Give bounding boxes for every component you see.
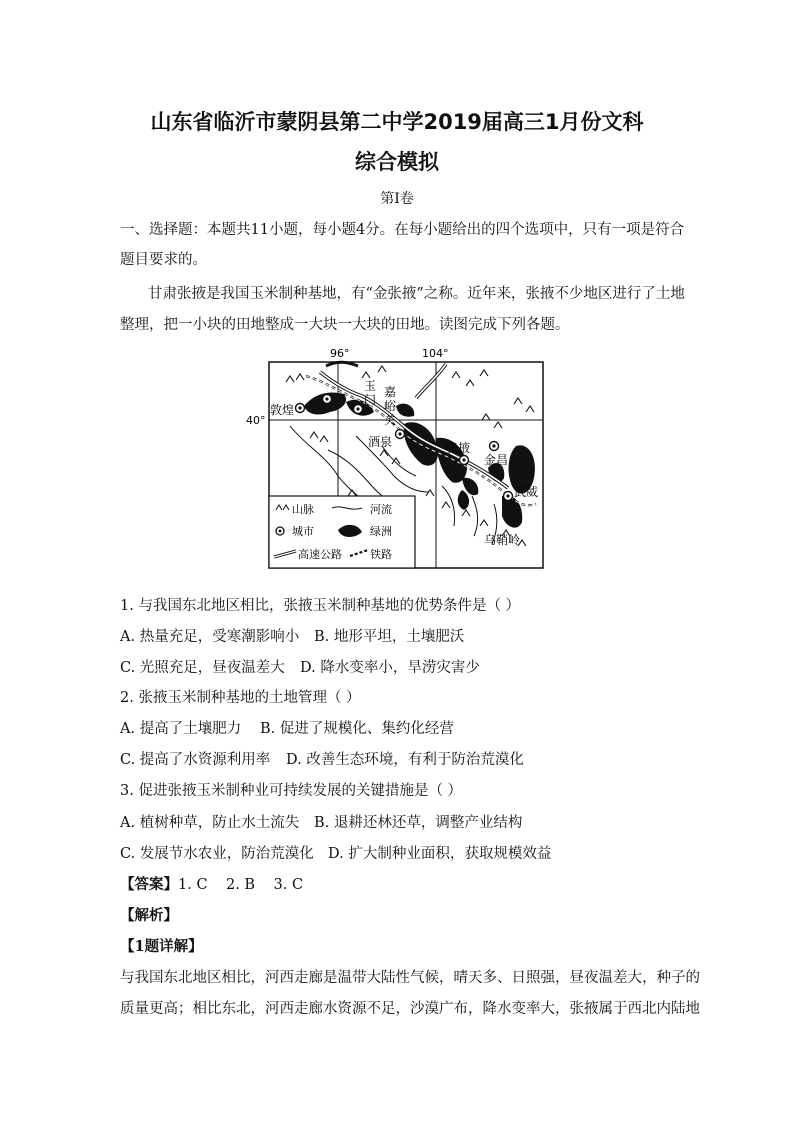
city-label-wuwei: 武威 — [514, 485, 539, 499]
jiayuguan-char-2: 峪 — [384, 399, 397, 413]
yumen-char-2: 门 — [364, 393, 377, 407]
legend-city-label: 城市 — [292, 525, 314, 538]
question-3-option-b[interactable]: B. 退耕还林还草，调整产业结构 — [314, 815, 523, 831]
jiayuguan-char-1: 嘉 — [384, 385, 397, 399]
jiayuguan-char-3: 关 — [384, 413, 397, 427]
question-1-option-b[interactable]: B. 地形平坦，土壤肥沃 — [314, 629, 465, 645]
volume-label: 第Ⅰ卷 — [380, 191, 414, 207]
answer-line — [120, 873, 303, 894]
legend-railway-label: 铁路 — [370, 548, 392, 561]
instructions-line-2: 题目要求的。 — [120, 252, 207, 268]
question-3-option-c[interactable]: C. 发展节水农业，防治荒漠化 — [120, 846, 314, 862]
question-3-stem: 3. 促进张掖玉米制种业可持续发展的关键措施是（ ） — [120, 783, 463, 799]
detail-line-1: 与我国东北地区相比，河西走廊是温带大陆性气候，晴天多、日照强，昼夜温差大，种子的 — [120, 970, 700, 986]
question-2-options-row-1 — [120, 717, 454, 738]
question-1-options-row-1 — [120, 625, 464, 646]
question-3-options-row-2 — [120, 842, 551, 863]
passage-line-1: 甘肃张掖是我国玉米制种基地，有“金张掖”之称。近年来，张掖不少地区进行了土地 — [148, 286, 685, 302]
answer-label: 【答案】 — [120, 876, 178, 893]
passage-line-2: 整理，把一小块的田地整成一大块一大块的田地。读图完成下列各题。 — [120, 317, 570, 333]
legend-highway-label: 高速公路 — [298, 548, 342, 561]
question-3-option-a[interactable]: A. 植树种草，防止水土流失 — [120, 815, 300, 831]
question-1-option-a[interactable]: A. 热量充足，受寒潮影响小 — [120, 629, 300, 645]
analysis-label: 【解析】 — [120, 907, 178, 924]
yumen-char-1: 玉 — [364, 379, 377, 393]
question-3-options-row-1 — [120, 811, 522, 832]
lon-label-104: 104° — [422, 347, 449, 360]
question-2-option-c[interactable]: C. 提高了水资源利用率 — [120, 752, 271, 768]
question-2-option-b[interactable]: B. 促进了规模化、集约化经营 — [260, 721, 454, 737]
city-label-dunhuang: 敦煌 — [270, 403, 295, 417]
city-label-jiuquan: 酒泉 — [368, 435, 393, 449]
legend-oasis-label: 绿洲 — [370, 525, 392, 538]
city-label-jiayuguan — [384, 384, 397, 427]
answer-text: 1. C 2. B 3. C — [178, 877, 304, 893]
question-1-options-row-2 — [120, 656, 480, 677]
question-2-option-a[interactable]: A. 提高了土壤肥力 — [120, 721, 242, 737]
question-1-stem: 1. 与我国东北地区相比，张掖玉米制种基地的优势条件是（ ） — [120, 598, 521, 614]
question-2-options-row-2 — [120, 748, 524, 769]
instructions-line-1: 一、选择题：本题共11小题，每小题4分。在每小题给出的四个选项中，只有一项是符合 — [120, 222, 685, 238]
hexi-corridor-map — [246, 346, 546, 570]
lon-label-96: 96° — [330, 347, 350, 360]
detail-label: 【1题详解】 — [120, 938, 203, 955]
city-label-zhangye: 张掖 — [446, 441, 471, 455]
mountain-label-wuqiaoling: 乌鞘岭 — [484, 533, 521, 547]
question-3-option-d[interactable]: D. 扩大制种业面积，获取规模效益 — [328, 846, 552, 862]
question-1-option-d[interactable]: D. 降水变率小，旱涝灾害少 — [300, 660, 480, 676]
city-label-jinchang: 金昌 — [484, 453, 509, 467]
detail-line-2: 质量更高；相比东北，河西走廊水资源不足，沙漠广布，降水变率大，张掖属于西北内陆地 — [120, 1001, 700, 1017]
question-2-stem: 2. 张掖玉米制种基地的土地管理（ ） — [120, 690, 361, 706]
legend-mountain-label: 山脉 — [292, 503, 314, 516]
title-line-1: 山东省临沂市蒙阴县第二中学2019届高三1月份文科 — [150, 110, 644, 134]
question-2-option-d[interactable]: D. 改善生态环境，有利于防治荒漠化 — [286, 752, 524, 768]
lat-label-40: 40° — [246, 414, 266, 427]
city-label-yumen — [364, 379, 376, 407]
title-line-2: 综合模拟 — [355, 150, 439, 174]
question-1-option-c[interactable]: C. 光照充足，昼夜温差大 — [120, 660, 285, 676]
legend-river-label: 河流 — [370, 503, 392, 516]
